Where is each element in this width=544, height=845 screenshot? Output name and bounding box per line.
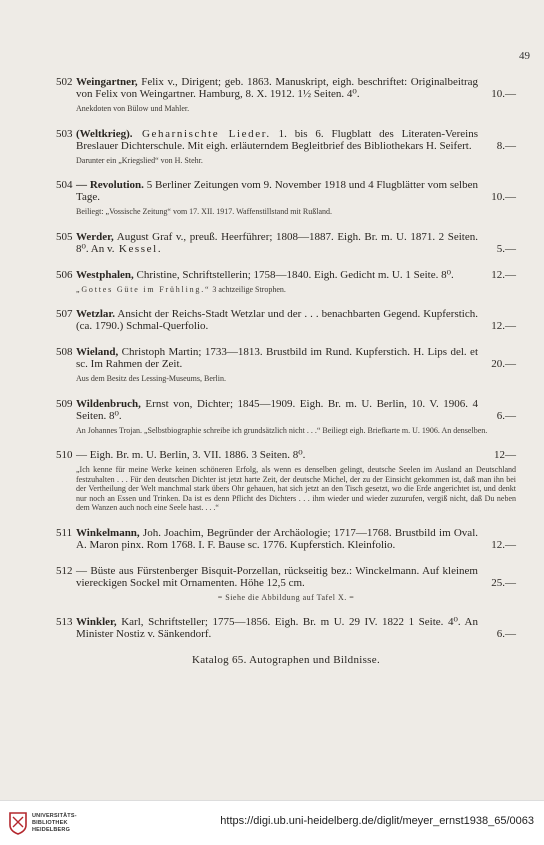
entry-description: Felix v., Dirigent; geb. 1863. Manuskript, eigh. beschriftet: Originalbeitrag von Felix von Weingartner. Hamburg, 8. X. 1912. 1½ Seiten. 4⁰.	[76, 76, 478, 100]
entry-description: — Büste aus Fürstenberger Bisquit-Porzellan, rückseitig bez.: Winckelmann. Auf kleinem viereckigen Sockel mit Ornamenten. Höhe 12,5 cm.	[76, 564, 478, 589]
library-logo-text: UNIVERSITÄTS- BIBLIOTHEK HEIDELBERG	[32, 813, 77, 833]
entry-price: 12.—	[491, 268, 516, 281]
entry-text	[56, 76, 516, 100]
entry-price: 8.—	[496, 139, 516, 152]
entry-number: 510	[56, 449, 73, 461]
catalog-entry	[56, 565, 516, 603]
entry-description: 5 Berliner Zeitungen vom 9. November 1918 und 4 Flugblätter vom selben Tage.	[76, 179, 478, 203]
entry-price: 10.—	[491, 191, 516, 203]
entry-note	[56, 104, 516, 114]
entry-description: 1. bis 6. Flugblatt des Literaten-Vereins Breslauer Dichterschule. Mit eigh. erläuterndem Begleitbrief des Bibliothekars H. Seifert.	[76, 127, 479, 152]
entry-price: 12.—	[491, 320, 516, 332]
entry-name: — Revolution.	[76, 179, 144, 191]
entry-number: 506	[56, 268, 73, 281]
entry-note-text: 3 achtzeilige Strophen.	[210, 284, 286, 294]
entry-number: 508	[56, 346, 73, 358]
entry-name: Winkelmann,	[76, 526, 140, 539]
entry-price: 6.—	[496, 409, 516, 422]
entry-text	[56, 308, 516, 332]
entry-note	[56, 207, 516, 217]
entry-name: (Weltkrieg).	[76, 127, 133, 140]
entry-note-text: Darunter ein „Kriegslied“ von H. Stehr.	[76, 155, 203, 165]
entry-description: August Graf v., preuß. Heerführer; 1808—1887. Eigh. Br. m. U. 1871. 2 Seiten. 8⁰. An v.	[76, 230, 478, 255]
entry-price: 12—	[494, 449, 516, 461]
entry-text	[56, 179, 516, 203]
entry-number: 504	[56, 179, 73, 191]
entry-price: 25.—	[491, 576, 516, 589]
entry-text	[56, 231, 516, 255]
entry-price: 10.—	[491, 88, 516, 100]
permalink-url[interactable]: https://digi.ub.uni-heidelberg.de/diglit/meyer_ernst1938_65/0063	[220, 815, 534, 827]
entry-name: Wildenbruch,	[76, 397, 141, 410]
entry-description: Joh. Joachim, Begründer der Archäologie; 1717—1768. Brustbild im Oval. A. Maron pinx. Rom 1768. I. F. Bause sc. 1776. Kupferstich. Kleinfolio.	[76, 526, 478, 551]
page-number: 49	[519, 50, 530, 62]
entry-number: 509	[56, 397, 73, 410]
entry-name: Winkler,	[76, 616, 117, 628]
viewer-bottom-bar	[0, 800, 544, 845]
entry-note	[56, 285, 516, 295]
entry-note-text: Aus dem Besitz des Lessing-Museums, Berlin.	[76, 374, 226, 383]
catalog-entries	[56, 76, 516, 666]
entry-spaced-title: Geharnischte Lieder.	[132, 127, 271, 140]
entry-number: 505	[56, 230, 73, 243]
entry-number: 512	[56, 564, 73, 577]
entry-description: Christoph Martin; 1733—1813. Brustbild im Rund. Kupferstich. H. Lips del. et sc. Im Rahmen der Zeit.	[76, 346, 478, 370]
entry-number: 511	[56, 526, 73, 539]
entry-text	[56, 616, 516, 640]
catalog-entry	[56, 527, 516, 551]
entry-note	[56, 374, 516, 384]
entry-description: Karl, Schriftsteller; 1775—1856. Eigh. Br. m U. 29 IV. 1822 1 Seite. 4⁰. An Minister Nostiz v. Sänkendorf.	[76, 616, 478, 640]
entry-number: 503	[56, 127, 73, 140]
entry-text	[56, 449, 516, 461]
catalog-entry	[56, 179, 516, 217]
catalog-entry	[56, 616, 516, 640]
entry-number: 513	[56, 616, 73, 628]
entry-text	[56, 269, 516, 281]
entry-note-center: = Siehe die Abbildung auf Tafel X. =	[217, 592, 355, 602]
entry-description: Christine, Schriftstellerin; 1758—1840. Eigh. Gedicht m. U. 1 Seite. 8⁰.	[133, 268, 454, 281]
entry-note	[56, 426, 516, 436]
entry-price: 6.—	[496, 628, 516, 640]
entry-text	[56, 527, 516, 551]
entry-note-text: „Ich kenne für meine Werke keinen schöneren Erfolg, als wenn es denselben gelingt, deutsche Seelen im Ausland an Deutschland festzuhalten . . . Für den deutschen Dichter ist jetzt harte Zeit, der deutsche Michel, der zu der Einsicht gekommen ist, daß man ihn bei der Vertheilung der Welt manchmal stark übers Ohr gehauen, hat sich jetzt an den Tisch gesetzt, wo die Erde angerichtet ist, und denkt nur noch an Essen und Trinken. Da ist es denn Pflicht des Dichters . . . ihm wieder und wieder zuzurufen, vergiß nicht, daß Du neben dem Wanzen auch noch eine Seele hast. . . .“	[76, 465, 516, 512]
entry-note	[56, 156, 516, 166]
entry-name: Werder,	[76, 230, 114, 243]
entry-name: Wetzlar.	[76, 308, 115, 320]
entry-description: — Eigh. Br. m. U. Berlin, 3. VII. 1886. 3 Seiten. 8⁰.	[76, 449, 306, 461]
university-seal-icon	[8, 811, 28, 835]
entry-name: Weingartner,	[76, 76, 138, 88]
entry-note-text: Beiliegt: „Vossische Zeitung“ vom 17. XII. 1917. Waffenstillstand mit Rußland.	[76, 207, 332, 216]
entry-note-text: An Johannes Trojan. „Selbstbiographie schreibe ich grundsätzlich nicht . . .“ Beiliegt eigh. Briefkarte m. U. 1906. An denselben.	[76, 425, 488, 435]
entry-name: Wieland,	[76, 346, 119, 358]
catalog-entry	[56, 76, 516, 114]
entry-note-title: „Gottes Güte im Frühling.“	[76, 284, 211, 294]
entry-price: 20.—	[491, 358, 516, 370]
catalog-entry	[56, 449, 516, 513]
entry-number: 507	[56, 308, 73, 320]
entry-text	[56, 346, 516, 370]
entry-note	[56, 465, 516, 513]
entry-name: Westphalen,	[76, 268, 134, 281]
entry-text	[56, 128, 516, 152]
catalog-entry	[56, 231, 516, 255]
catalog-entry	[56, 308, 516, 332]
entry-spaced-name: Kessel.	[114, 242, 163, 255]
catalog-entry	[56, 128, 516, 166]
entry-description: Ernst von, Dichter; 1845—1909. Eigh. Br. m. U. Berlin, 10. V. 1906. 4 Seiten. 8⁰.	[76, 397, 478, 422]
entry-description: Ansicht der Reichs-Stadt Wetzlar und der . . . benachbarten Gegend. Kupferstich. (ca. 1790.) Schmal-Querfolio.	[76, 308, 478, 332]
catalog-entry	[56, 398, 516, 436]
entry-number: 502	[56, 76, 73, 88]
entry-text	[56, 398, 516, 422]
entry-text	[56, 565, 516, 589]
entry-note-text: Anekdoten von Bülow und Mahler.	[76, 104, 190, 113]
catalog-entry	[56, 269, 516, 295]
entry-price: 12.—	[491, 538, 516, 551]
catalog-footer: Katalog 65. Autographen und Bildnisse.	[192, 654, 380, 666]
entry-price: 5.—	[496, 242, 516, 255]
catalog-entry	[56, 346, 516, 384]
